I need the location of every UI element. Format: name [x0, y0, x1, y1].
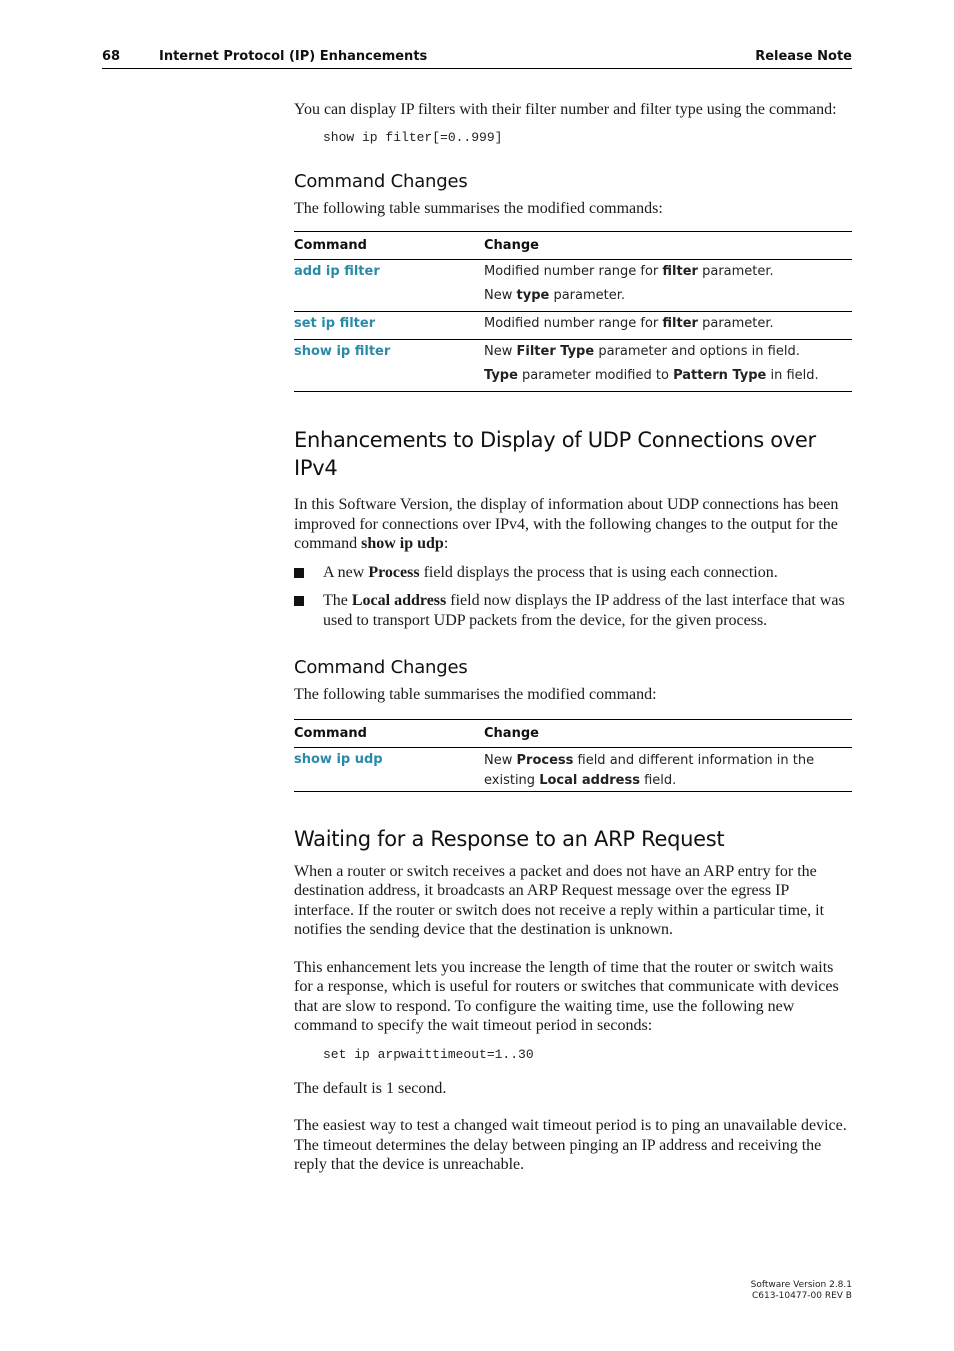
page-footer: [751, 1280, 852, 1302]
change-cell: Modified number range for filter parameter.: [484, 312, 852, 340]
bullet-square-icon: [294, 568, 304, 578]
table-row: [294, 340, 852, 392]
table-row: [294, 747, 852, 791]
command-link-show-ip-filter[interactable]: show ip filter: [294, 340, 484, 392]
change-cell: Modified number range for filter parameter. New type parameter.: [484, 260, 852, 312]
section-heading-command-changes-1: Command Changes: [294, 170, 468, 192]
arp-default: The default is 1 second.: [294, 1079, 447, 1097]
col-header-change: Change: [484, 232, 852, 260]
arp-paragraph-2: This enhancement lets you increase the length of time that the router or switch waits for a response, which is useful for routers or switches that communicate with devices that are slow to respond. To configure the waiting time, use the following new command to specify the wait timeout period in seconds:: [294, 958, 839, 1034]
page-content: [294, 100, 852, 1175]
command-link-add-ip-filter[interactable]: add ip filter: [294, 260, 484, 312]
filter-intro: You can display IP filters with their filter number and filter type using the command:: [294, 101, 837, 118]
arp-paragraph-4: The easiest way to test a changed wait timeout period is to ping an unavailable device. The timeout determines the delay between pinging an IP address and receiving the reply that the device is unreachable.: [294, 1117, 847, 1173]
command-link-set-ip-filter[interactable]: set ip filter: [294, 312, 484, 340]
table-row: [294, 312, 852, 340]
commands-table-1: [294, 231, 852, 392]
section-heading-command-changes-2: Command Changes: [294, 657, 468, 678]
code-show-ip-filter: show ip filter[=0..999]: [323, 129, 503, 145]
bullet-process: A new Process field displays the process that is using each connection.: [294, 563, 852, 583]
page-header: [102, 48, 852, 69]
change-cell: New Filter Type parameter and options in field. Type parameter modified to Pattern Type in field.: [484, 340, 852, 392]
section-heading-arp: Waiting for a Response to an ARP Request: [294, 826, 725, 851]
commands-table-2: [294, 719, 852, 792]
page-number: 68: [102, 49, 121, 64]
udp-intro: In this Software Version, the display of information about UDP connections has been improved for connections over IPv4, with the following changes to the output for the command show ip udp:: [294, 496, 839, 552]
code-set-ip-arpwaittimeout: set ip arpwaittimeout=1..30: [323, 1046, 534, 1062]
col-header-command: Command: [294, 719, 484, 747]
bullet-square-icon: [294, 596, 304, 606]
header-release-note: Release Note: [755, 49, 852, 64]
change-cell: New Process field and different information in the existing Local address field.: [484, 747, 852, 791]
table-intro-2: The following table summarises the modified command:: [294, 686, 657, 703]
col-header-command: Command: [294, 232, 484, 260]
footer-software-version: Software Version 2.8.1: [750, 1280, 852, 1290]
footer-doc-number: C613-10477-00 REV B: [751, 1291, 852, 1301]
col-header-change: Change: [484, 719, 852, 747]
arp-paragraph-1: When a router or switch receives a packet and does not have an ARP entry for the destination address, it broadcasts an ARP Request message over the egress IP interface. If the router or switch does not receive a reply within a particular time, it notifies the sending device that the destination is unknown.: [294, 862, 825, 938]
table-row: [294, 260, 852, 312]
bullet-local-address: The Local address field now displays the IP address of the last interface that was used to transport UDP packets from the device, for the given process.: [294, 591, 852, 630]
header-title: Internet Protocol (IP) Enhancements: [159, 49, 428, 64]
table-intro-1: The following table summarises the modified commands:: [294, 199, 663, 217]
section-heading-udp: Enhancements to Display of UDP Connections over IPv4: [294, 428, 816, 480]
command-link-show-ip-udp[interactable]: show ip udp: [294, 747, 484, 791]
